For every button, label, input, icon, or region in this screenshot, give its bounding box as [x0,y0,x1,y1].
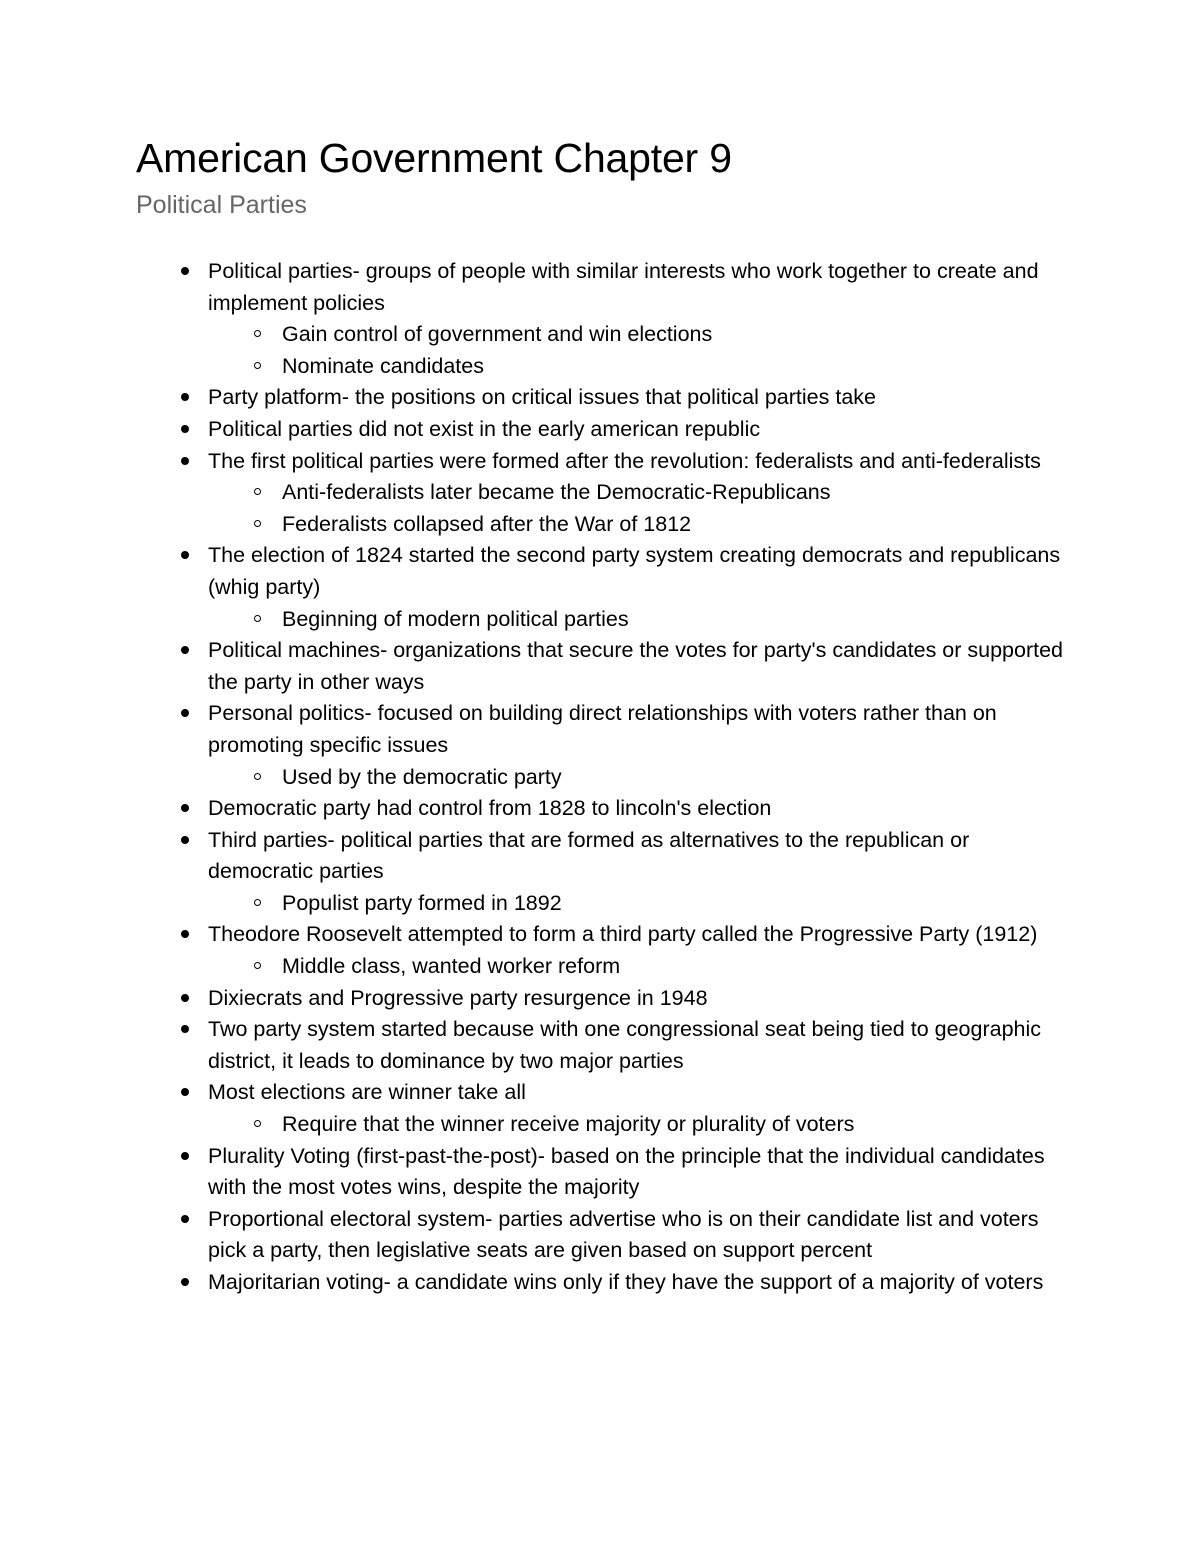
outline-item-level1 [136,1204,1066,1267]
outline-item-text: The first political parties were formed after the revolution: federalists and anti-federalists [208,448,1041,473]
outline-subitem-text: Gain control of government and win elections [282,322,713,347]
bullet-circle-icon [254,362,261,369]
outline-item-text: Political parties- groups of people with similar interests who work together to create and implement policies [208,259,1039,315]
outline-subitem-text: Anti-federalists later became the Democratic-Republicans [282,480,831,505]
outline-item-level1 [136,1141,1066,1204]
bullet-circle-icon [254,330,261,337]
outline-sublist [208,1109,1066,1141]
outline-subitem-text: Beginning of modern political parties [282,606,629,631]
bullet-circle-icon [254,899,261,906]
bullet-circle-icon [254,962,261,969]
bullet-disc-icon [181,804,189,812]
outline-item-text: Democratic party had control from 1828 to lincoln's election [208,796,772,821]
outline-item-level2 [208,351,1066,383]
bullet-circle-icon [254,520,261,527]
bullet-disc-icon [181,1278,189,1286]
outline-item-text: Proportional electoral system- parties advertise who is on their candidate list and voters pick a party, then legislative seats are given based on support percent [208,1206,1039,1263]
page-subtitle: Political Parties [136,191,307,219]
bullet-disc-icon [181,1088,189,1096]
outline-item-text: Two party system started because with one congressional seat being tied to geographic district, it leads to dominance by two major parties [208,1017,1042,1073]
outline-item-text: Third parties- political parties that are formed as alternatives to the republican or democratic parties [208,827,970,884]
outline-sublist [208,888,1066,920]
bullet-disc-icon [181,1152,189,1160]
outline-sublist [208,951,1066,983]
outline-subitem-text: Middle class, wanted worker reform [282,954,621,979]
outline-item-level1 [136,1267,1066,1299]
bullet-circle-icon [254,773,261,780]
outline-subitem-text: Require that the winner receive majority or plurality of voters [282,1112,855,1137]
outline-item-level1 [136,983,1066,1015]
bullet-disc-icon [181,646,189,654]
bullet-disc-icon [181,709,189,717]
outline-sublist [208,762,1066,794]
outline-item-level1 [136,793,1066,825]
bullet-disc-icon [181,1215,189,1223]
outline-sublist [208,477,1066,540]
outline-item-text: The election of 1824 started the second party system creating democrats and republicans (whig party) [208,543,1061,599]
document-body [136,132,1066,1299]
outline-item-level1 [136,1077,1066,1140]
outline-item-level2 [208,477,1066,509]
outline-item-level1 [136,414,1066,446]
outline-item-level1 [136,256,1066,382]
bullet-circle-icon [254,1120,261,1127]
outline-item-level1 [136,919,1066,982]
outline-item-text: Plurality Voting (first-past-the-post)- based on the principle that the individual candidates with the most votes wins, despite the majority [208,1143,1045,1200]
outline-item-level1 [136,1014,1066,1077]
outline-item-level2 [208,762,1066,794]
outline-subitem-text: Populist party formed in 1892 [282,890,562,915]
bullet-disc-icon [181,393,189,401]
bullet-disc-icon [181,551,189,559]
outline-item-text: Theodore Roosevelt attempted to form a third party called the Progressive Party (1912) [208,922,1038,947]
outline-item-text: Political machines- organizations that secure the votes for party's candidates or supported the party in other ways [208,638,1064,694]
outline-subitem-text: Federalists collapsed after the War of 1812 [282,511,692,536]
bullet-disc-icon [181,457,189,465]
outline-item-text: Personal politics- focused on building direct relationships with voters rather than on promoting specific issues [208,701,997,757]
bullet-disc-icon [181,836,189,844]
bullet-disc-icon [181,994,189,1002]
bullet-disc-icon [181,930,189,938]
outline-subitem-text: Nominate candidates [282,353,484,378]
outline-item-level1 [136,540,1066,635]
outline-item-level1 [136,635,1066,698]
outline-item-text: Dixiecrats and Progressive party resurgence in 1948 [208,985,708,1010]
outline-item-level1 [136,382,1066,414]
outline-list [136,256,1066,1299]
outline-item-level2 [208,888,1066,920]
outline-item-text: Majoritarian voting- a candidate wins only if they have the support of a majority of voters [208,1270,1044,1294]
outline-item-level2 [208,319,1066,351]
outline-item-text: Political parties did not exist in the early american republic [208,416,761,441]
bullet-circle-icon [254,488,261,495]
page-title: American Government Chapter 9 [136,135,732,181]
outline-item-level2 [208,1109,1066,1141]
outline-sublist [208,319,1066,382]
outline-subitem-text: Used by the democratic party [282,764,562,789]
outline-item-text: Most elections are winner take all [208,1080,526,1105]
outline-item-level1 [136,446,1066,541]
outline-sublist [208,604,1066,636]
bullet-disc-icon [181,1025,189,1033]
outline-item-level2 [208,509,1066,541]
bullet-disc-icon [181,267,189,275]
bullet-disc-icon [181,425,189,433]
outline-item-level1 [136,698,1066,793]
outline-item-text: Party platform- the positions on critical issues that political parties take [208,385,876,410]
outline-item-level1 [136,825,1066,920]
outline-item-level2 [208,604,1066,636]
bullet-circle-icon [254,615,261,622]
outline-item-level2 [208,951,1066,983]
